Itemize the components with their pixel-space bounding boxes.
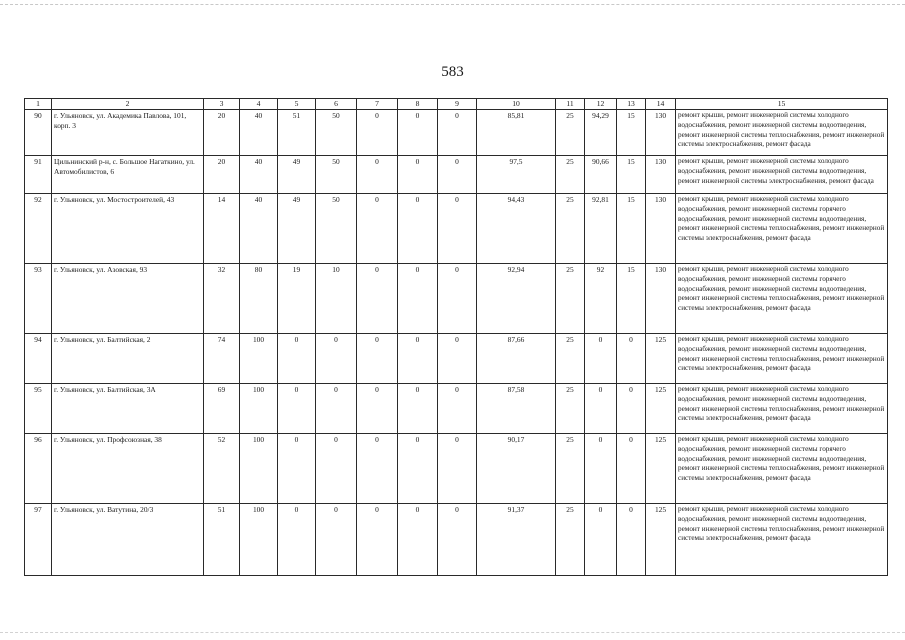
- value-cell: 52: [204, 434, 240, 504]
- value-cell: 25: [556, 110, 585, 156]
- works-cell: ремонт крыши, ремонт инженерной системы холодного водоснабжения, ремонт инженерной системы водоотведения, ремонт инженерной системы теплоснабжения, ремонт инженерной системы электроснабжения, ремонт фасада: [676, 334, 888, 384]
- value-cell: 125: [646, 384, 676, 434]
- col-header: 6: [316, 99, 357, 110]
- value-cell: 0: [617, 334, 646, 384]
- row-number-cell: 96: [25, 434, 52, 504]
- value-cell: 0: [585, 384, 617, 434]
- value-cell: 49: [278, 156, 316, 194]
- value-cell: 0: [278, 504, 316, 576]
- value-cell: 50: [316, 156, 357, 194]
- col-header: 4: [240, 99, 278, 110]
- table-row: [25, 434, 888, 504]
- value-cell: 97,5: [477, 156, 556, 194]
- col-header: 8: [398, 99, 438, 110]
- works-cell: ремонт крыши, ремонт инженерной системы холодного водоснабжения, ремонт инженерной системы горячего водоснабжения, ремонт инженерной системы водоотведения, ремонт инженерной системы теплоснабжения, ремонт инженерной системы электроснабжения, ремонт фасада: [676, 194, 888, 264]
- value-cell: 0: [585, 334, 617, 384]
- value-cell: 0: [278, 434, 316, 504]
- value-cell: 20: [204, 110, 240, 156]
- value-cell: 19: [278, 264, 316, 334]
- row-number-cell: 91: [25, 156, 52, 194]
- table-row: [25, 334, 888, 384]
- value-cell: 0: [585, 504, 617, 576]
- page-number: 583: [441, 64, 464, 80]
- value-cell: 91,37: [477, 504, 556, 576]
- value-cell: 100: [240, 504, 278, 576]
- col-header: 12: [585, 99, 617, 110]
- value-cell: 0: [438, 194, 477, 264]
- register-table: [24, 98, 888, 576]
- value-cell: 87,58: [477, 384, 556, 434]
- value-cell: 90,66: [585, 156, 617, 194]
- row-number-cell: 94: [25, 334, 52, 384]
- table-row: [25, 504, 888, 576]
- value-cell: 40: [240, 110, 278, 156]
- row-number-cell: 93: [25, 264, 52, 334]
- value-cell: 0: [398, 434, 438, 504]
- value-cell: 130: [646, 110, 676, 156]
- works-cell: ремонт крыши, ремонт инженерной системы холодного водоснабжения, ремонт инженерной системы водоотведения, ремонт инженерной системы электроснабжения, ремонт фасада: [676, 156, 888, 194]
- col-header: 13: [617, 99, 646, 110]
- value-cell: 0: [357, 264, 398, 334]
- value-cell: 0: [357, 384, 398, 434]
- value-cell: 15: [617, 156, 646, 194]
- value-cell: 130: [646, 264, 676, 334]
- value-cell: 0: [585, 434, 617, 504]
- col-header: 2: [52, 99, 204, 110]
- value-cell: 80: [240, 264, 278, 334]
- value-cell: 10: [316, 264, 357, 334]
- address-cell: г. Ульяновск, ул. Азовская, 93: [52, 264, 204, 334]
- table-row: [25, 384, 888, 434]
- col-header: 11: [556, 99, 585, 110]
- value-cell: 130: [646, 156, 676, 194]
- value-cell: 0: [357, 434, 398, 504]
- value-cell: 100: [240, 434, 278, 504]
- row-number-cell: 92: [25, 194, 52, 264]
- value-cell: 51: [204, 504, 240, 576]
- value-cell: 40: [240, 194, 278, 264]
- value-cell: 0: [316, 384, 357, 434]
- value-cell: 50: [316, 110, 357, 156]
- value-cell: 92: [585, 264, 617, 334]
- value-cell: 0: [438, 156, 477, 194]
- value-cell: 92,94: [477, 264, 556, 334]
- value-cell: 92,81: [585, 194, 617, 264]
- value-cell: 0: [357, 156, 398, 194]
- col-header: 7: [357, 99, 398, 110]
- value-cell: 90,17: [477, 434, 556, 504]
- table-row: [25, 156, 888, 194]
- value-cell: 0: [398, 194, 438, 264]
- value-cell: 0: [617, 384, 646, 434]
- col-header: 1: [25, 99, 52, 110]
- value-cell: 100: [240, 334, 278, 384]
- row-number-cell: 95: [25, 384, 52, 434]
- address-cell: г. Ульяновск, ул. Профсоюзная, 38: [52, 434, 204, 504]
- value-cell: 125: [646, 434, 676, 504]
- value-cell: 0: [438, 384, 477, 434]
- value-cell: 15: [617, 110, 646, 156]
- value-cell: 0: [438, 110, 477, 156]
- value-cell: 69: [204, 384, 240, 434]
- value-cell: 20: [204, 156, 240, 194]
- works-cell: ремонт крыши, ремонт инженерной системы холодного водоснабжения, ремонт инженерной системы водоотведения, ремонт инженерной системы теплоснабжения, ремонт инженерной системы электроснабжения, ремонт фасада: [676, 384, 888, 434]
- value-cell: 0: [438, 504, 477, 576]
- value-cell: 25: [556, 194, 585, 264]
- value-cell: 0: [316, 334, 357, 384]
- value-cell: 87,66: [477, 334, 556, 384]
- table-body: [25, 99, 888, 576]
- value-cell: 25: [556, 264, 585, 334]
- value-cell: 51: [278, 110, 316, 156]
- value-cell: 14: [204, 194, 240, 264]
- value-cell: 40: [240, 156, 278, 194]
- table-row: [25, 110, 888, 156]
- value-cell: 94,29: [585, 110, 617, 156]
- col-header: 5: [278, 99, 316, 110]
- address-cell: г. Ульяновск, ул. Балтийская, 3А: [52, 384, 204, 434]
- col-header: 15: [676, 99, 888, 110]
- scan-edge-bottom: [0, 632, 905, 634]
- value-cell: 0: [398, 334, 438, 384]
- value-cell: 125: [646, 504, 676, 576]
- value-cell: 25: [556, 384, 585, 434]
- works-cell: ремонт крыши, ремонт инженерной системы холодного водоснабжения, ремонт инженерной системы водоотведения, ремонт инженерной системы теплоснабжения, ремонт инженерной системы электроснабжения, ремонт фасада: [676, 504, 888, 576]
- value-cell: 0: [316, 504, 357, 576]
- value-cell: 0: [357, 504, 398, 576]
- address-cell: Цильнинский р-н, с. Большое Нагаткино, ул. Автомобилистов, 6: [52, 156, 204, 194]
- value-cell: 0: [438, 334, 477, 384]
- works-cell: ремонт крыши, ремонт инженерной системы холодного водоснабжения, ремонт инженерной системы горячего водоснабжения, ремонт инженерной системы водоотведения, ремонт инженерной системы теплоснабжения, ремонт инженерной системы электроснабжения, ремонт фасада: [676, 434, 888, 504]
- value-cell: 0: [278, 334, 316, 384]
- value-cell: 0: [438, 434, 477, 504]
- col-header: 10: [477, 99, 556, 110]
- address-cell: г. Ульяновск, ул. Мостостроителей, 43: [52, 194, 204, 264]
- row-number-cell: 97: [25, 504, 52, 576]
- value-cell: 50: [316, 194, 357, 264]
- address-cell: г. Ульяновск, ул. Академика Павлова, 101, корп. 3: [52, 110, 204, 156]
- col-header: 9: [438, 99, 477, 110]
- row-number-cell: 90: [25, 110, 52, 156]
- address-cell: г. Ульяновск, ул. Ватутина, 20/3: [52, 504, 204, 576]
- value-cell: 15: [617, 194, 646, 264]
- value-cell: 0: [438, 264, 477, 334]
- column-number-row: [25, 99, 888, 110]
- value-cell: 0: [398, 156, 438, 194]
- value-cell: 49: [278, 194, 316, 264]
- value-cell: 25: [556, 434, 585, 504]
- value-cell: 0: [278, 384, 316, 434]
- value-cell: 25: [556, 334, 585, 384]
- value-cell: 0: [357, 110, 398, 156]
- col-header: 3: [204, 99, 240, 110]
- value-cell: 25: [556, 504, 585, 576]
- value-cell: 0: [398, 110, 438, 156]
- scan-edge-top: [0, 4, 905, 6]
- works-cell: ремонт крыши, ремонт инженерной системы холодного водоснабжения, ремонт инженерной системы горячего водоснабжения, ремонт инженерной системы водоотведения, ремонт инженерной системы теплоснабжения, ремонт инженерной системы электроснабжения, ремонт фасада: [676, 264, 888, 334]
- value-cell: 0: [398, 384, 438, 434]
- value-cell: 0: [357, 334, 398, 384]
- value-cell: 130: [646, 194, 676, 264]
- value-cell: 25: [556, 156, 585, 194]
- value-cell: 0: [398, 504, 438, 576]
- table-row: [25, 194, 888, 264]
- value-cell: 125: [646, 334, 676, 384]
- value-cell: 94,43: [477, 194, 556, 264]
- col-header: 14: [646, 99, 676, 110]
- value-cell: 32: [204, 264, 240, 334]
- works-cell: ремонт крыши, ремонт инженерной системы холодного водоснабжения, ремонт инженерной системы водоотведения, ремонт инженерной системы теплоснабжения, ремонт инженерной системы электроснабжения, ремонт фасада: [676, 110, 888, 156]
- value-cell: 0: [357, 194, 398, 264]
- value-cell: 0: [617, 434, 646, 504]
- value-cell: 85,81: [477, 110, 556, 156]
- value-cell: 100: [240, 384, 278, 434]
- value-cell: 74: [204, 334, 240, 384]
- value-cell: 0: [316, 434, 357, 504]
- table-row: [25, 264, 888, 334]
- value-cell: 15: [617, 264, 646, 334]
- address-cell: г. Ульяновск, ул. Балтийская, 2: [52, 334, 204, 384]
- value-cell: 0: [617, 504, 646, 576]
- value-cell: 0: [398, 264, 438, 334]
